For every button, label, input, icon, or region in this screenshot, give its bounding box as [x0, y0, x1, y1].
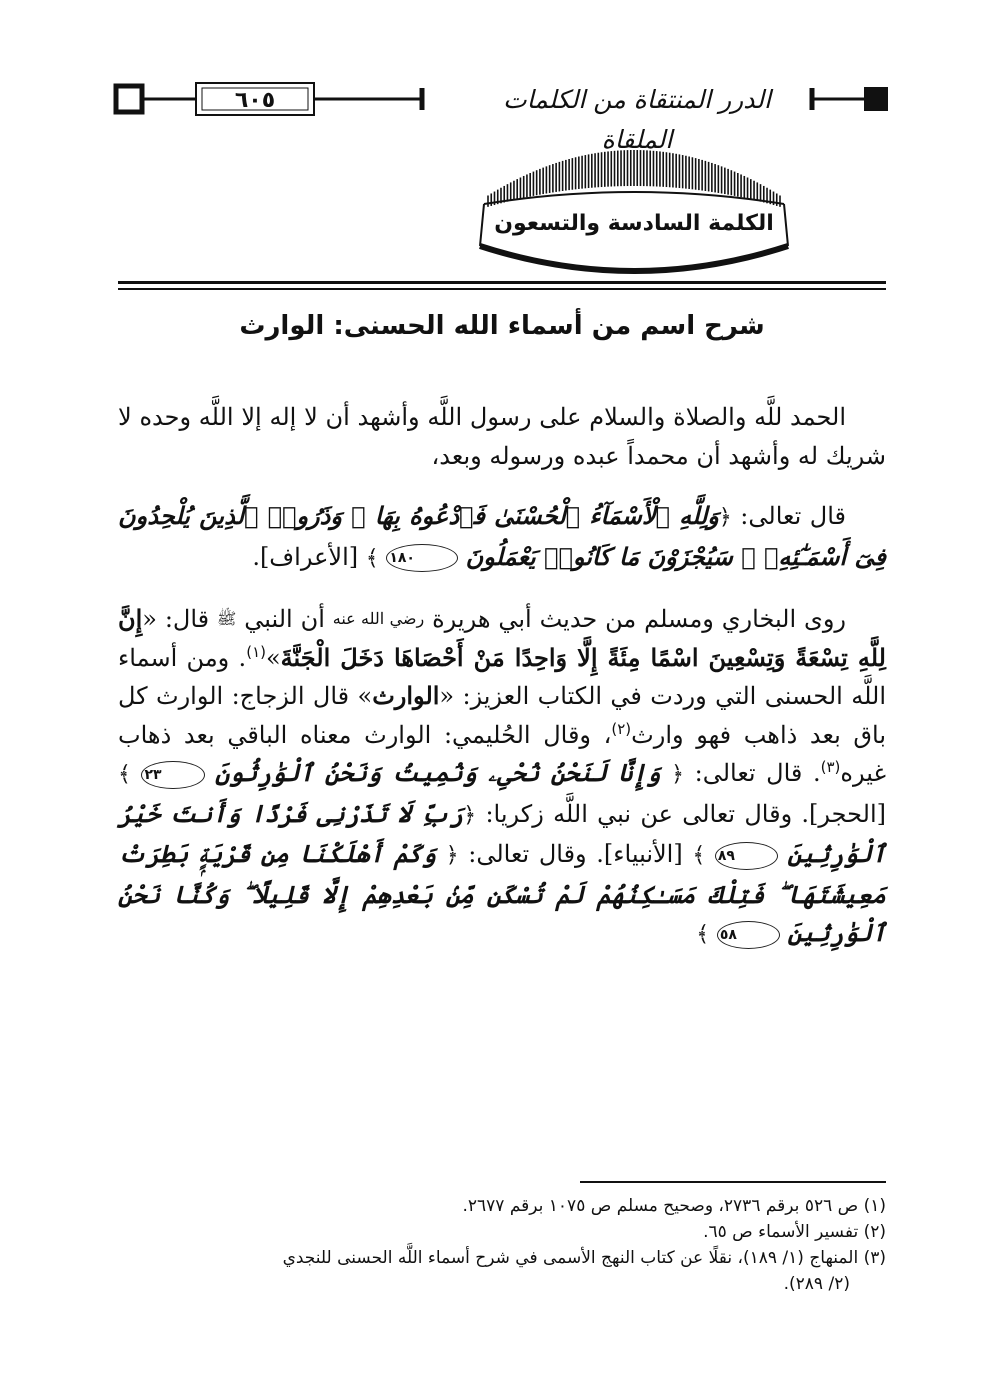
text-run: [الأنبياء]. وقال تعالى: — [468, 840, 683, 868]
text-run: » قال الزجاج: الوارث كل باق بعد ذاهب فهو وارث — [118, 682, 886, 749]
text-run: ، وقال الحُليمي: الوارث معناه الباقي بعد ذهاب غيره — [118, 720, 886, 787]
text-run: روى البخاري ومسلم من حديث أبي هريرة — [432, 605, 846, 633]
page-number: ٦٠٥ — [234, 88, 276, 113]
divine-name: الوارث — [372, 681, 440, 710]
verse-source: [الأعراف]. — [252, 542, 359, 571]
verse-paragraph — [118, 497, 886, 578]
footnote-ref-3[interactable]: (٣) — [820, 758, 841, 776]
footnote-separator — [580, 1181, 886, 1183]
text-run: . قال تعالى: — [694, 759, 821, 787]
hadith-text: إِنَّ لِلَّهِ تِسْعَةً وَتِسْعِينَ اسْمًا مِئَةً إِلَّا وَاحِدًا مَنْ أَحْصَاهَا دَخَلَ الْجَنَّةَ — [118, 604, 886, 672]
body-text — [118, 398, 886, 955]
verse-close-ornament: ﴾ — [692, 843, 706, 868]
quran-verse: وَلِلَّهِ ٱلْأَسْمَآءُ ٱلْحُسْنَىٰ فَٱدْعُوهُ بِهَا ۖ وَذَرُوا۟ ٱلَّذِينَ يُلْحِدُونَ فِىٓ أَسْمَـٰٓئِهِۦ ۚ سَيُجْزَوْنَ مَا كَانُوا۟ يَعْمَلُونَ — [118, 501, 886, 571]
quran-verse: وَكَمْ أَهْلَكْنَا مِن قَرْيَةٍۭ بَطِرَتْ مَعِيشَتَهَا ۖ فَتِلْكَ مَسَـٰكِنُهُمْ لَمْ تُسْكَن مِّنۢ بَعْدِهِمْ إِلَّا قَلِيلًا ۖ وَكُنَّا نَحْنُ ٱلْوَٰرِثِينَ — [118, 839, 886, 947]
footnote-2: (٢) تفسير الأسماء ص ٦٥. — [703, 1222, 886, 1242]
hadith-paragraph — [118, 600, 886, 955]
opening-paragraph: الحمد للَّه والصلاة والسلام على رسول اللَّه وأشهد أن لا إله إلا اللَّه وحده لا شريك له وأشهد أن محمداً عبده ورسوله وبعد، — [118, 403, 886, 470]
verse-open-ornament: ﴿ — [718, 505, 732, 530]
quran-verse: رَبِّ لَا تَذَرْنِى فَرْدًا وَأَنتَ خَيْرُ ٱلْوَٰرِثِينَ — [118, 798, 886, 868]
verse-close-ornament: ﴾ — [365, 545, 379, 571]
footnotes — [118, 1193, 886, 1297]
ayah-number: ١٨٠ — [386, 544, 458, 572]
footnote-3-continuation: (٢/ ٢٨٩). — [783, 1274, 850, 1294]
text-run: قال: « — [142, 605, 210, 633]
ayah-number: ٨٩ — [715, 842, 778, 870]
honorific-salallahu: ﷺ — [217, 609, 237, 628]
ayah-number: ٢٣ — [141, 761, 204, 789]
text-run: . ومن أسماء اللَّه الحسنى التي وردت في الكتاب العزيز: « — [118, 643, 886, 710]
ayah-number: ٥٨ — [717, 921, 780, 949]
text-run: أن النبي — [244, 605, 325, 633]
chapter-name: الكلمة السادسة والتسعون — [494, 211, 774, 236]
honorific-radiallahu: رضي الله عنه — [332, 609, 425, 628]
verse-open-ornament: ﴿ — [463, 802, 477, 828]
verse-open-ornament: ﴿ — [671, 762, 685, 787]
verse-close-ornament: ﴾ — [696, 922, 710, 947]
quran-verse: وَإِنَّا لَنَحْنُ نُحْىِۦ وَنُمِيتُ وَنَحْنُ ٱلْوَٰرِثُونَ — [215, 758, 661, 787]
footnote-3: (٣) المنهاج (١/ ١٨٩)، نقلًا عن كتاب النهج الأسمى في شرح أسماء اللَّه الحسنى للنجدي — [282, 1248, 886, 1268]
verse-lead: قال تعالى: — [740, 502, 846, 530]
book-title: الدرر المنتقاة من الكلمات الملقاة — [472, 80, 802, 160]
verse-close-ornament: ﴾ — [118, 762, 131, 787]
running-header — [112, 78, 892, 154]
verse-open-ornament: ﴿ — [445, 843, 459, 868]
text-run: » — [265, 643, 281, 672]
footnote-1: (١) ص ٥٢٦ برقم ٢٧٣٦، وصحيح مسلم ص ١٠٧٥ برقم ٢٦٧٧. — [462, 1196, 886, 1216]
text-run: [الحجر]. وقال تعالى عن نبي اللَّه زكريا: — [485, 799, 886, 828]
footnote-ref-2[interactable]: (٢) — [611, 719, 632, 738]
chapter-cartouche — [470, 146, 798, 282]
footnote-ref-1[interactable]: (١) — [246, 642, 266, 661]
page-title: شرح اسم من أسماء الله الحسنى: الوارث — [239, 311, 765, 341]
section-divider — [118, 281, 886, 291]
